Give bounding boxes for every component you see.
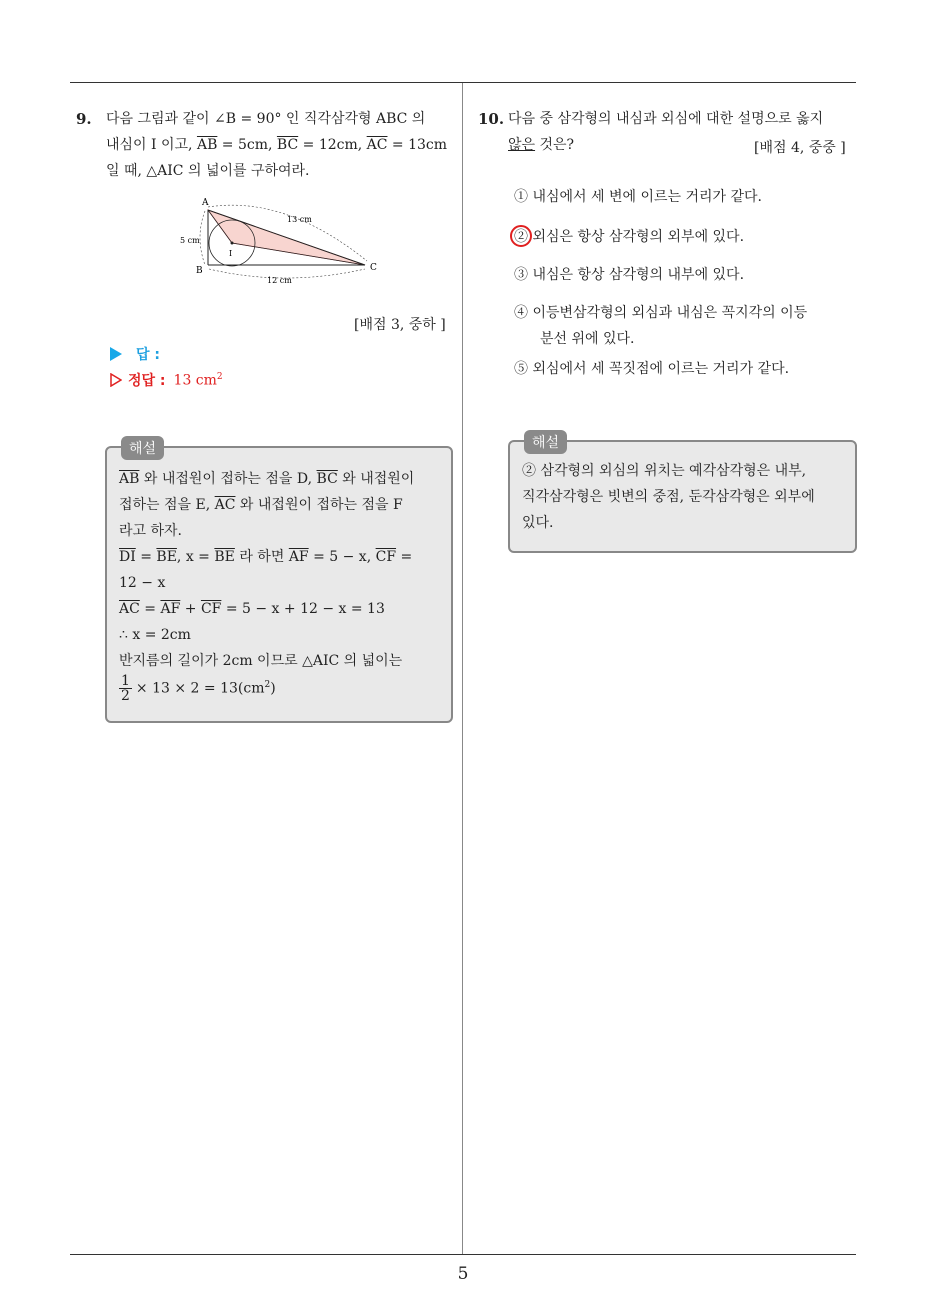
top-rule bbox=[70, 82, 856, 83]
brace-ab bbox=[200, 211, 205, 265]
bottom-rule bbox=[70, 1254, 856, 1255]
q10-solution-box bbox=[508, 435, 857, 553]
question-10-text: 다음 중 삼각형의 내심과 외심에 대한 설명으로 옳지 않은 것은? bbox=[508, 111, 824, 153]
q10-solution-text: ② 삼각형의 외심의 위치는 예각삼각형은 내부, 직각삼각형은 빗변의 중점, 둔각삼각형은 외부에 있다. bbox=[522, 463, 815, 531]
solution-label: 해설 bbox=[524, 430, 567, 454]
play-icon bbox=[110, 347, 122, 361]
choice-1[interactable]: ① 내심에서 세 변에 이르는 거리가 같다. bbox=[514, 189, 763, 205]
choice-2[interactable]: ② 외심은 항상 삼각형의 외부에 있다. bbox=[514, 229, 745, 245]
q9-line-2: 내심이 I 이고, $\overline{AB} = 5cm$, $\overline{BC} = 12cm$, $\overline{AC} = 13cm$ bbox=[106, 137, 448, 153]
correct-label: 정답 : bbox=[128, 373, 166, 389]
question-9-number: 9. bbox=[76, 110, 92, 128]
question-10-score: [배점 4, 중중 ] bbox=[754, 140, 846, 156]
column-divider bbox=[462, 83, 463, 1254]
q9-line-1: 다음 그림과 같이 ∠B = 90° 인 직각삼각형 ABC 의 bbox=[106, 111, 426, 127]
label-b: B bbox=[196, 266, 203, 276]
triangle-figure bbox=[175, 195, 385, 285]
correct-answer-row bbox=[110, 370, 223, 390]
outline-triangle-icon bbox=[110, 373, 122, 387]
page-number: 5 bbox=[457, 1264, 469, 1284]
label-ac-length: 13 cm bbox=[287, 215, 312, 224]
choice-4[interactable]: ④ 이등변삼각형의 외심과 내심은 꼭지각의 이등 bbox=[514, 305, 808, 321]
label-ab-length: 5 cm bbox=[180, 236, 200, 245]
label-i: I bbox=[229, 249, 233, 258]
choice-5[interactable]: ⑤ 외심에서 세 꼭짓점에 이르는 거리가 같다. bbox=[514, 361, 790, 377]
choice-3[interactable]: ③ 내심은 항상 삼각형의 내부에 있다. bbox=[514, 267, 745, 283]
question-9-text bbox=[106, 106, 456, 184]
q9-line-3: 일 때, △AIC 의 넓이를 구하여라. bbox=[106, 163, 310, 179]
solution-label: 해설 bbox=[121, 436, 164, 460]
answer-row bbox=[110, 344, 160, 364]
choice-4-continued: 분선 위에 있다. bbox=[540, 331, 635, 347]
question-10-number: 10. bbox=[478, 110, 505, 128]
answer-label: 답 : bbox=[136, 347, 160, 363]
label-bc-length: 12 cm bbox=[267, 276, 292, 285]
label-a: A bbox=[202, 198, 209, 208]
q9-solution-box bbox=[105, 441, 453, 723]
q9-solution-text: $\overline{AB}$ 와 내접원이 접하는 점을 D, $\overline{BC}$ 와 내접원이 접하는 점을 E, $\overline{AC}$ 와 내접원이 접하는 점을 F 라고 하자. $\overline{DI} = \overline{BE}$, $x = \overline{BE}$ 라 하면 $\overline{AF} = 5 - x$, $\overline{CF}$ = 12 − x $\overline{AC} = \overline{AF} + \overline{CF} = 5 - x + 12 - x = 13$ ∴ x = 2cm 반지름의 길이가 2cm 이므로 △AIC 의 넓이는 $\frac{1}{2}$ × $13 \times 2 = 13(cm^2)$ bbox=[119, 471, 415, 704]
question-9-score: [배점 3, 중하 ] bbox=[354, 317, 446, 333]
correct-value: 13 $cm^2$ bbox=[173, 371, 223, 389]
label-c: C bbox=[370, 263, 377, 273]
